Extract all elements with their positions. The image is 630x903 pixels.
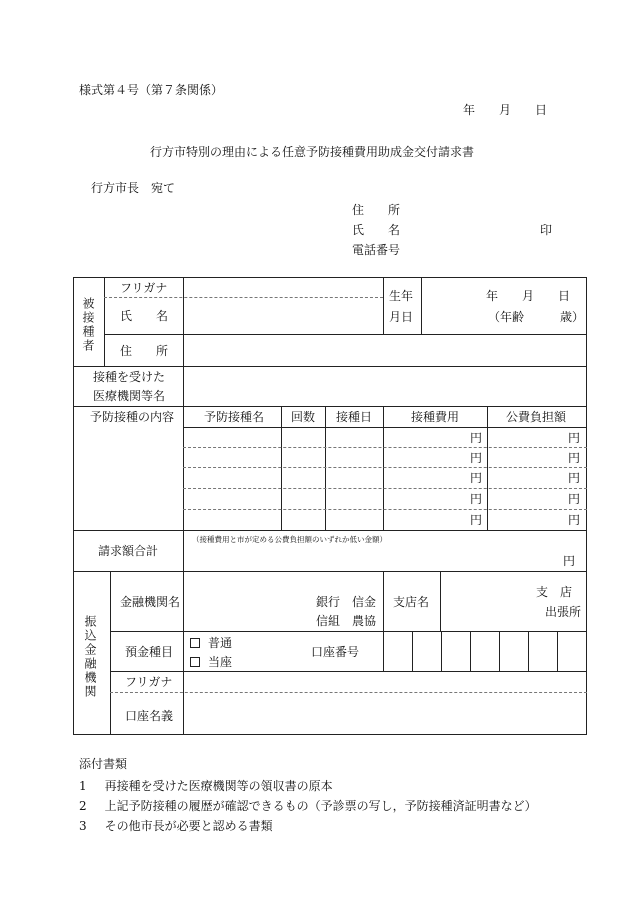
fee-yen: 円 [470, 451, 483, 465]
date-line[interactable]: 年 月 日 [463, 103, 548, 117]
addressee: 行方市長 宛て [91, 181, 176, 195]
recipient-address-field[interactable] [184, 335, 586, 366]
seal-mark: 印 [540, 223, 553, 237]
attachment-text: 再接種を受けた医療機関等の領収書の原本 [104, 779, 333, 793]
subsidy-yen: 円 [568, 431, 581, 445]
bank-name-label: 金融機関名 [120, 595, 181, 609]
vaccination-label: 予防接種の内容 [90, 410, 175, 424]
claim-total-label: 請求額合計 [98, 544, 159, 558]
account-furigana-label: フリガナ [125, 675, 173, 689]
furigana-field[interactable] [184, 278, 382, 297]
attachment-item [79, 820, 273, 832]
recipient-name-label: 氏 名 [120, 309, 169, 323]
recipient-address-label: 住 所 [120, 344, 169, 358]
bank-types-2[interactable]: 信組 農協 [316, 614, 377, 628]
deposit-current-option[interactable] [190, 656, 232, 668]
checkbox-icon[interactable] [190, 638, 200, 648]
recipient-name-field[interactable] [184, 298, 382, 334]
furigana-label: フリガナ [120, 281, 168, 295]
subsidy-yen: 円 [568, 471, 581, 485]
branch-label: 支店名 [393, 595, 430, 609]
attachments-heading: 添付書類 [79, 757, 128, 771]
deposit-type-label: 預金種目 [125, 645, 174, 659]
branch-types-1[interactable]: 支 店 [536, 585, 573, 599]
birth-label-2: 月日 [389, 310, 414, 324]
fee-yen: 円 [470, 492, 483, 506]
fee-yen: 円 [470, 471, 483, 485]
recipient-section-label: 被接種者 [81, 297, 95, 353]
subsidy-yen: 円 [568, 451, 581, 465]
document-title: 行方市特別の理由による任意予防接種費用助成金交付請求書 [150, 145, 475, 159]
institution-label-2: 医療機関等名 [93, 389, 166, 403]
bank-types-1[interactable]: 銀行 信金 [316, 595, 377, 609]
checkbox-icon[interactable] [190, 657, 200, 667]
applicant-name-label: 氏 名 [352, 223, 401, 237]
fee-yen: 円 [470, 431, 483, 445]
attachment-item [79, 780, 333, 792]
col-date: 接種日 [336, 410, 373, 424]
deposit-option-label: 当座 [208, 655, 233, 669]
subsidy-yen: 円 [568, 492, 581, 506]
attachment-number: 2 [79, 799, 87, 813]
deposit-option-label: 普通 [208, 636, 233, 650]
account-holder-field[interactable] [184, 693, 586, 734]
applicant-address-label: 住 所 [352, 203, 401, 217]
col-fee: 接種費用 [411, 410, 460, 424]
account-holder-label: 口座名義 [125, 709, 174, 723]
claim-yen: 円 [563, 554, 576, 568]
form-label: 様式第４号（第７条関係） [79, 83, 224, 97]
account-number-label: 口座番号 [311, 645, 360, 659]
col-count: 回数 [291, 410, 316, 424]
attachment-text: その他市長が必要と認める書類 [104, 819, 273, 833]
applicant-phone-label: 電話番号 [352, 243, 401, 257]
birth-label-1: 生年 [389, 289, 414, 303]
age-field[interactable]: （年齢 歳） [488, 310, 585, 324]
claim-note: （接種費用と市が定める公費負担額のいずれか低い金額） [192, 535, 387, 544]
deposit-ordinary-option[interactable] [190, 637, 232, 649]
col-subsidy: 公費負担額 [506, 410, 567, 424]
attachment-text: 上記予防接種の履歴が確認できるもの（予診票の写し，予防接種済証明書など） [104, 799, 537, 813]
col-vaccine-name: 予防接種名 [204, 410, 265, 424]
birth-date-field[interactable]: 年 月 日 [486, 289, 571, 303]
account-furigana-field[interactable] [184, 672, 586, 692]
attachment-number: 3 [79, 819, 87, 833]
bank-section-label: 振込金融機関 [83, 615, 97, 699]
institution-field[interactable] [184, 367, 586, 406]
attachment-item [79, 800, 537, 812]
attachment-number: 1 [79, 779, 87, 793]
institution-label-1: 接種を受けた [93, 370, 166, 384]
subsidy-yen: 円 [568, 513, 581, 527]
fee-yen: 円 [470, 513, 483, 527]
branch-types-2[interactable]: 出張所 [545, 605, 582, 619]
